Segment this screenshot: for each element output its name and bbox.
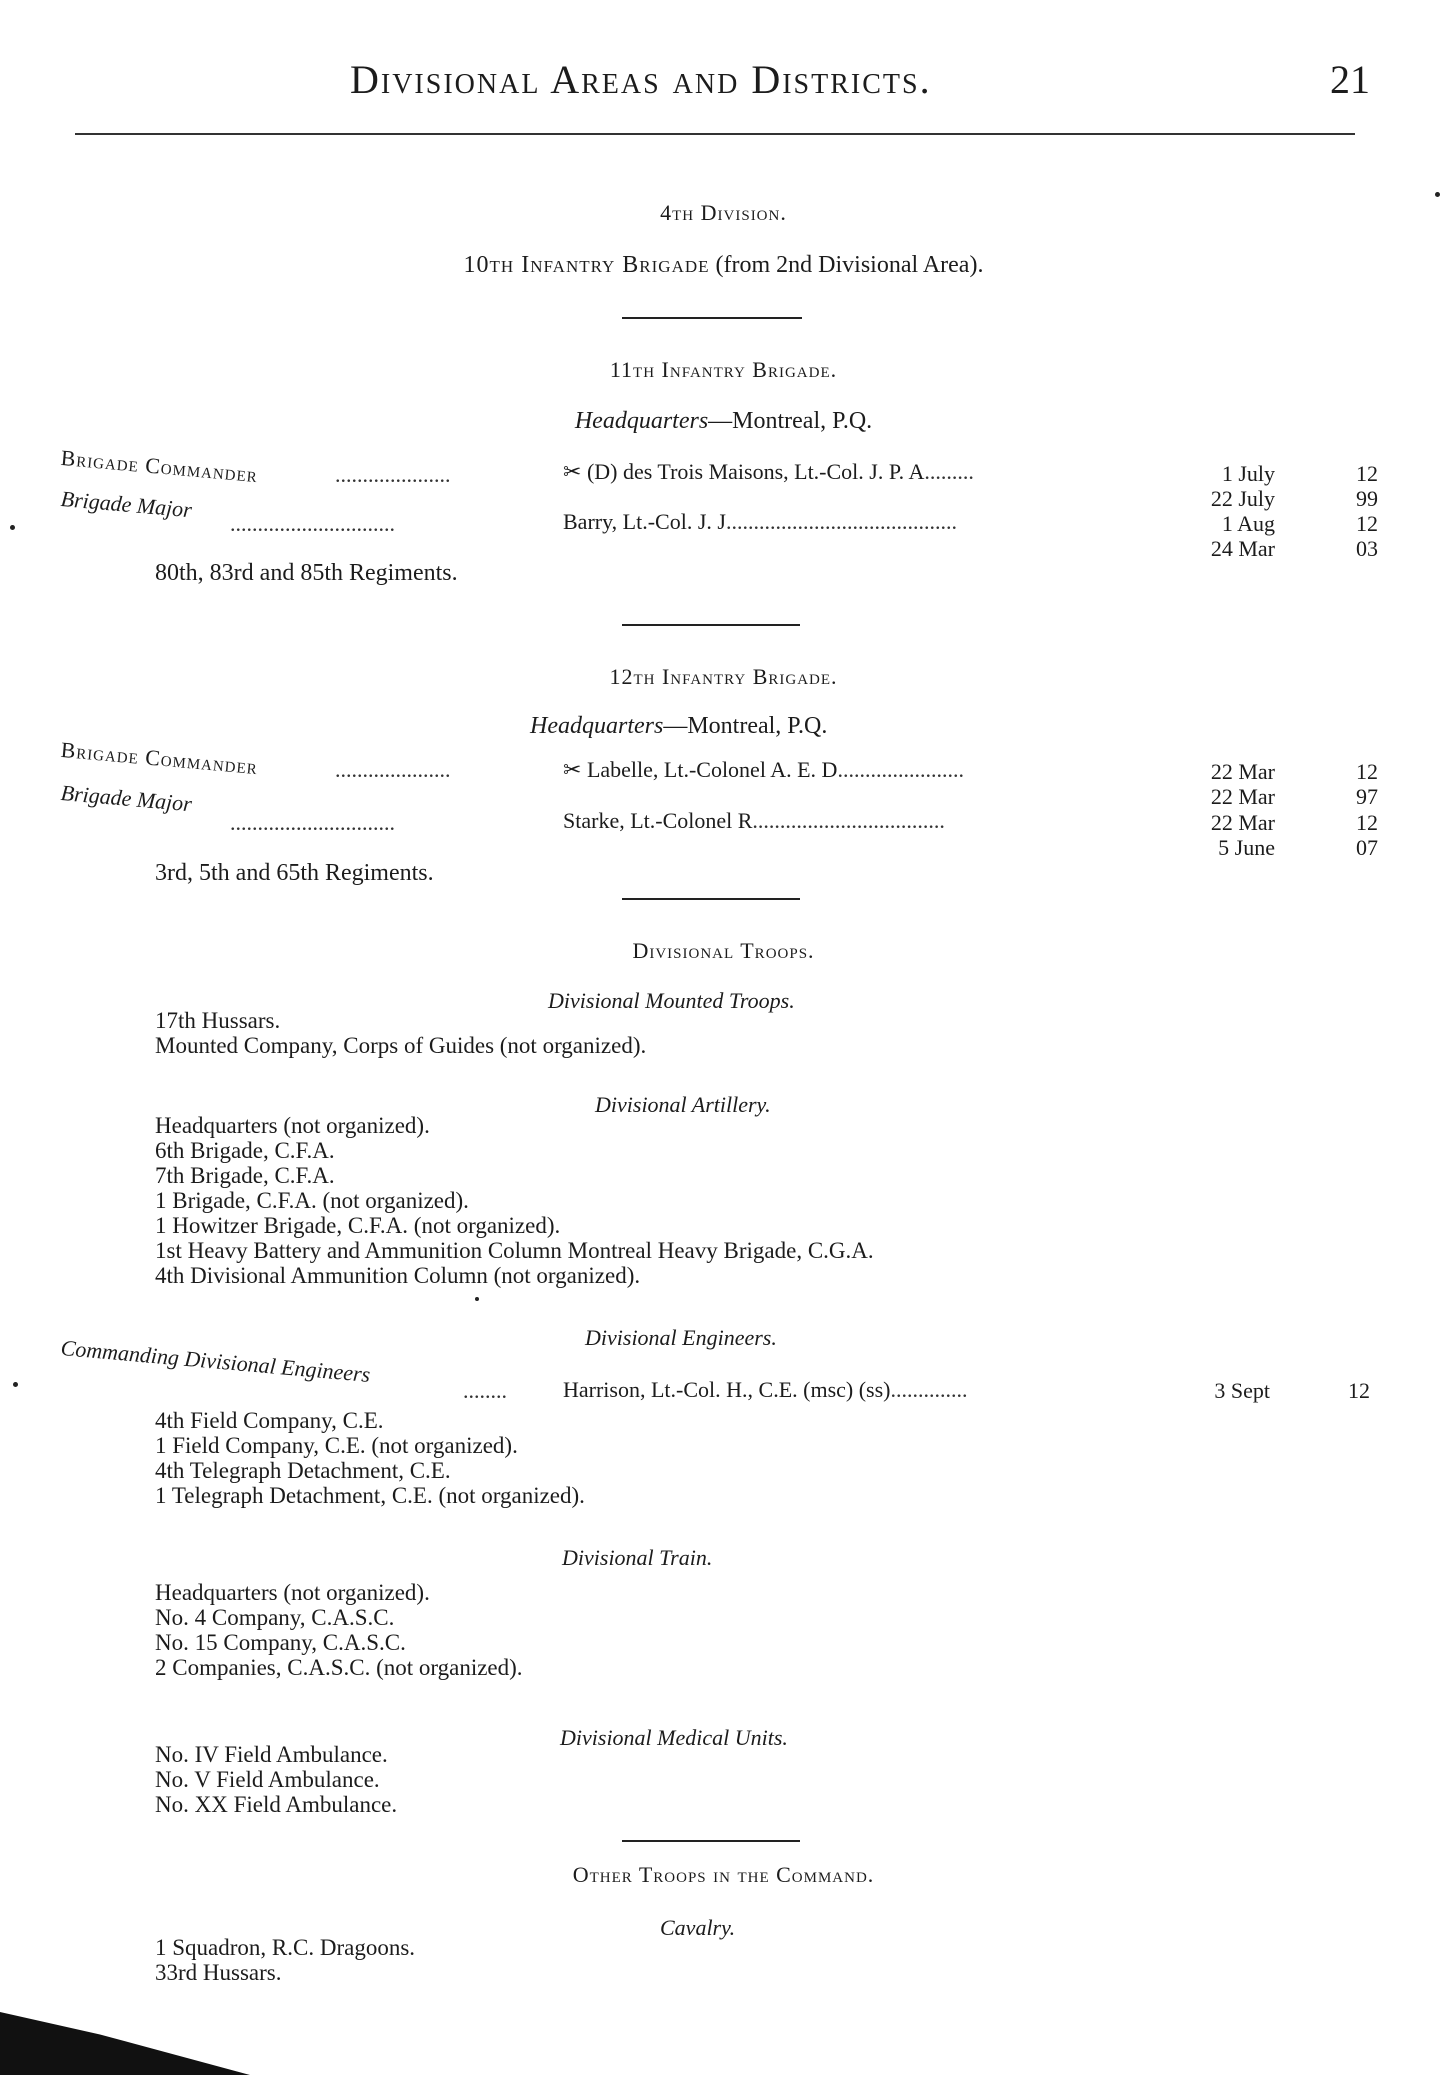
year: 12: [1356, 759, 1378, 784]
scissors-icon: ✂: [563, 459, 582, 484]
artillery-heading: Divisional Artillery.: [595, 1092, 771, 1117]
year: 99: [1356, 486, 1378, 511]
list-item: 4th Telegraph Detachment, C.E.: [155, 1458, 451, 1483]
hq-value: —Montreal, P.Q.: [663, 713, 828, 739]
scan-speck: [475, 1297, 479, 1301]
page-number: 21: [1330, 57, 1370, 102]
division-title: 4th Division.: [660, 200, 787, 225]
list-item: 6th Brigade, C.F.A.: [155, 1138, 335, 1163]
page-title: Divisional Areas and Districts.: [350, 57, 932, 102]
list-item: 33rd Hussars.: [155, 1960, 282, 1985]
list-item: Headquarters (not organized).: [155, 1580, 430, 1605]
hq-value: —Montreal, P.Q.: [708, 408, 873, 434]
cavalry-list: [155, 1935, 415, 1985]
commanding-engineers-name: Harrison, Lt.-Col. H., C.E. (msc) (ss)..............: [563, 1377, 968, 1402]
brigade-12-major-name: Starke, Lt.-Colonel R...................................: [563, 808, 945, 833]
brigade-commander-label: Brigade Commander: [59, 445, 259, 488]
brigade-major-label: Brigade Major: [59, 486, 193, 523]
train-heading: Divisional Train.: [562, 1545, 713, 1570]
list-item: 7th Brigade, C.F.A.: [155, 1163, 335, 1188]
list-item: Headquarters (not organized).: [155, 1113, 430, 1138]
brigade-12-title: 12th Infantry Brigade.: [609, 664, 838, 689]
leader-dots: ........: [463, 1378, 507, 1403]
year: 12: [1356, 461, 1378, 486]
date: 22 July: [1210, 486, 1275, 511]
header-rule: [75, 133, 1355, 135]
mounted-troops-list: [155, 1008, 646, 1058]
train-list: [155, 1580, 523, 1680]
brigade-11-regiments: 80th, 83rd and 85th Regiments.: [155, 560, 458, 586]
date: 3 Sept: [1214, 1378, 1270, 1403]
section-divider: [622, 624, 800, 626]
other-troops-title: Other Troops in the Command.: [572, 1862, 875, 1887]
engineers-heading: Divisional Engineers.: [585, 1325, 777, 1350]
hq-label: Headquarters: [574, 408, 709, 434]
leader-dots: ..............................: [230, 511, 395, 536]
list-item: No. 15 Company, C.A.S.C.: [155, 1630, 406, 1655]
scan-speck: [1435, 192, 1440, 197]
artillery-list: [155, 1113, 874, 1288]
scan-speck: [10, 525, 15, 530]
leader-dots: .....................: [335, 462, 451, 487]
list-item: No. IV Field Ambulance.: [155, 1742, 388, 1767]
medical-heading: Divisional Medical Units.: [560, 1725, 788, 1750]
date: 24 Mar: [1210, 536, 1275, 561]
year: 97: [1356, 784, 1378, 809]
list-item: 2 Companies, C.A.S.C. (not organized).: [155, 1655, 523, 1680]
list-item: No. XX Field Ambulance.: [155, 1792, 398, 1817]
list-item: No. 4 Company, C.A.S.C.: [155, 1605, 395, 1630]
commanding-engineers-label: Commanding Divisional Engineers: [59, 1335, 372, 1387]
medical-list: [155, 1742, 397, 1817]
date: 22 Mar: [1210, 810, 1275, 835]
brigade-11-commander-name: ✂ (D) des Trois Maisons, Lt.-Col. J. P. A.........: [563, 459, 974, 484]
hq-label: Headquarters: [530, 713, 664, 739]
date: 22 Mar: [1210, 759, 1275, 784]
list-item: 4th Divisional Ammunition Column (not organized).: [155, 1263, 641, 1288]
brigade-12-hq: [530, 713, 827, 740]
divisional-troops-title: Divisional Troops.: [632, 938, 815, 963]
scan-shadow: [0, 1985, 250, 2075]
date: 1 Aug: [1221, 511, 1275, 536]
brigade-10-title: 10th Infantry Brigade: [463, 252, 710, 278]
year: 07: [1356, 835, 1378, 860]
year: 12: [1348, 1378, 1370, 1403]
scissors-icon: ✂: [563, 757, 582, 782]
date: 5 June: [1218, 835, 1275, 860]
brigade-major-label: Brigade Major: [59, 780, 193, 817]
list-item: 1 Howitzer Brigade, C.F.A. (not organized).: [155, 1213, 561, 1238]
brigade-11-hq: [0, 408, 1447, 435]
brigade-11-title: 11th Infantry Brigade.: [609, 357, 838, 382]
list-item: 1st Heavy Battery and Ammunition Column Montreal Heavy Brigade, C.G.A.: [155, 1238, 874, 1263]
section-divider: [622, 317, 802, 319]
list-item: 1 Squadron, R.C. Dragoons.: [155, 1935, 416, 1960]
brigade-12-commander-name: ✂ Labelle, Lt.-Colonel A. E. D.......................: [563, 757, 964, 782]
list-item: 1 Brigade, C.F.A. (not organized).: [155, 1188, 469, 1213]
list-item: 1 Field Company, C.E. (not organized).: [155, 1433, 518, 1458]
leader-dots: .....................: [335, 757, 451, 782]
list-item: 4th Field Company, C.E.: [155, 1408, 384, 1433]
list-item: No. V Field Ambulance.: [155, 1767, 380, 1792]
mounted-troops-heading: Divisional Mounted Troops.: [548, 988, 795, 1013]
year: 12: [1356, 810, 1378, 835]
year: 03: [1356, 536, 1378, 561]
leader-dots: ..............................: [230, 810, 395, 835]
brigade-commander-label: Brigade Commander: [59, 737, 259, 780]
cavalry-heading: Cavalry.: [660, 1915, 736, 1940]
list-item: Mounted Company, Corps of Guides (not organized).: [155, 1033, 647, 1058]
list-item: 17th Hussars.: [155, 1008, 281, 1033]
date: 22 Mar: [1210, 784, 1275, 809]
section-divider: [622, 1840, 800, 1842]
brigade-10-note: (from 2nd Divisional Area).: [715, 252, 984, 278]
brigade-11-major-name: Barry, Lt.-Col. J. J..........................................: [563, 509, 957, 534]
engineers-list: [155, 1408, 585, 1508]
date: 1 July: [1221, 461, 1275, 486]
section-divider: [622, 898, 800, 900]
list-item: 1 Telegraph Detachment, C.E. (not organized).: [155, 1483, 585, 1508]
year: 12: [1356, 511, 1378, 536]
brigade-10-line: [0, 252, 1447, 279]
brigade-12-regiments: 3rd, 5th and 65th Regiments.: [155, 860, 434, 886]
scan-speck: [13, 1382, 18, 1387]
